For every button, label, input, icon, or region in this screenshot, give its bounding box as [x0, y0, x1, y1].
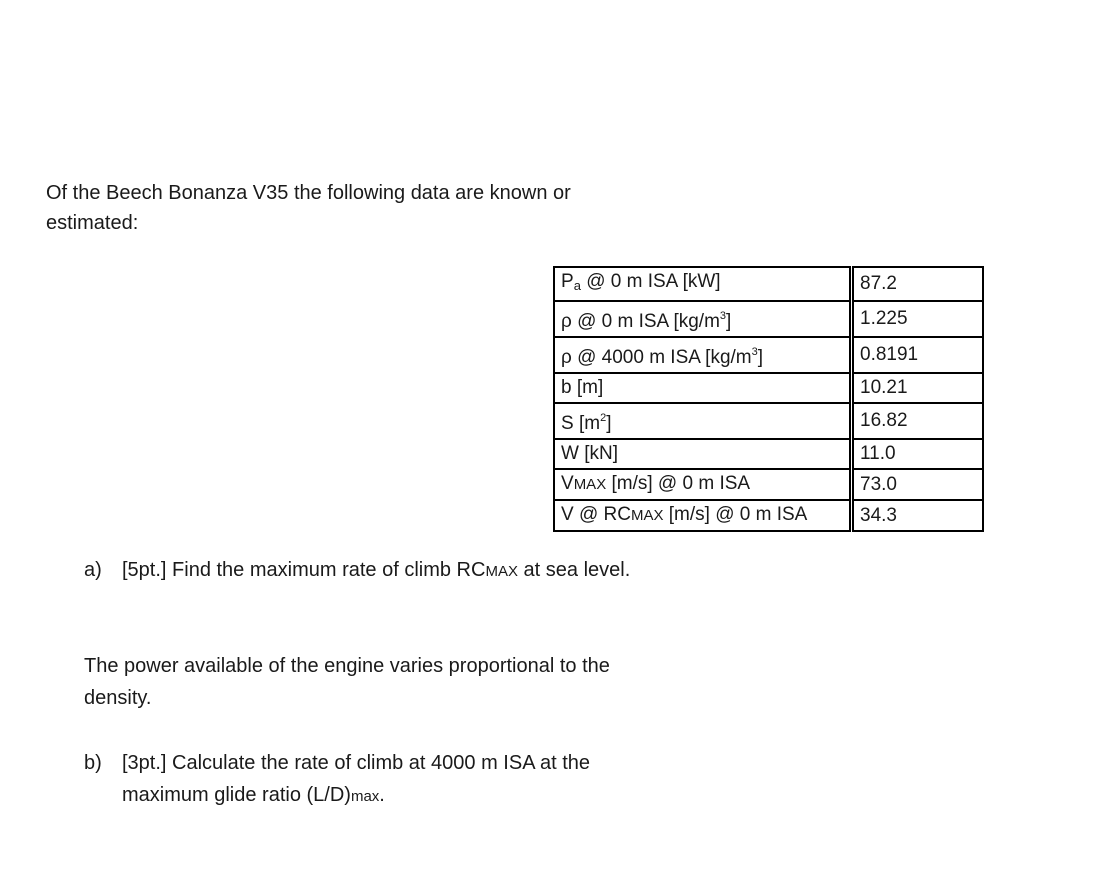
value-cell: 1.225 [853, 301, 983, 337]
parameter-cell: ρ @ 0 m ISA $[kg/m^3]$ [554, 301, 850, 337]
parameter-cell: W [kN] [554, 439, 850, 469]
table-row [554, 500, 983, 531]
note-line-2: density. [84, 687, 152, 709]
value-cell: 16.82 [853, 403, 983, 439]
power-note [84, 650, 664, 714]
value-cell: 73.0 [853, 469, 983, 500]
question-a-label: a) [84, 559, 102, 581]
question-b-line-2: maximum glide ratio (L/D)max. [122, 784, 385, 806]
table-row [554, 469, 983, 500]
value-cell: 11.0 [853, 439, 983, 469]
parameter-cell: V @ RCMAX [m/s] @ 0 m ISA [554, 500, 850, 531]
question-a [84, 554, 784, 588]
parameter-cell: b [m] [554, 373, 850, 403]
table-row [554, 373, 983, 403]
value-cell: 87.2 [853, 267, 983, 301]
value-cell: 10.21 [853, 373, 983, 403]
question-b-label: b) [84, 752, 102, 774]
value-cell: 34.3 [853, 500, 983, 531]
table-row [554, 439, 983, 469]
table-row [554, 337, 983, 373]
table-row [554, 267, 983, 301]
table-row [554, 301, 983, 337]
table-row [554, 403, 983, 439]
parameter-cell: VMAX [m/s] @ 0 m ISA [554, 469, 850, 500]
value-cell: 0.8191 [853, 337, 983, 373]
note-line-1: The power available of the engine varies proportional to the [84, 655, 610, 677]
intro-line-2: estimated: [46, 212, 139, 234]
intro-line-1: Of the Beech Bonanza V35 the following data are known or [46, 182, 571, 204]
parameter-cell: $P_a$ @ 0 m ISA [kW] [554, 267, 850, 301]
question-b-line-1: [3pt.] Calculate the rate of climb at 4000 m ISA at the [122, 752, 591, 774]
aircraft-data-table [553, 266, 984, 532]
question-a-text: [5pt.] Find the maximum rate of climb RCMAX at sea level. [122, 559, 631, 581]
parameter-cell: ρ @ 4000 m ISA $[kg/m^3]$ [554, 337, 850, 373]
question-b [84, 747, 644, 813]
intro-text [46, 178, 646, 238]
parameter-cell: S $[m^2]$ [554, 403, 850, 439]
